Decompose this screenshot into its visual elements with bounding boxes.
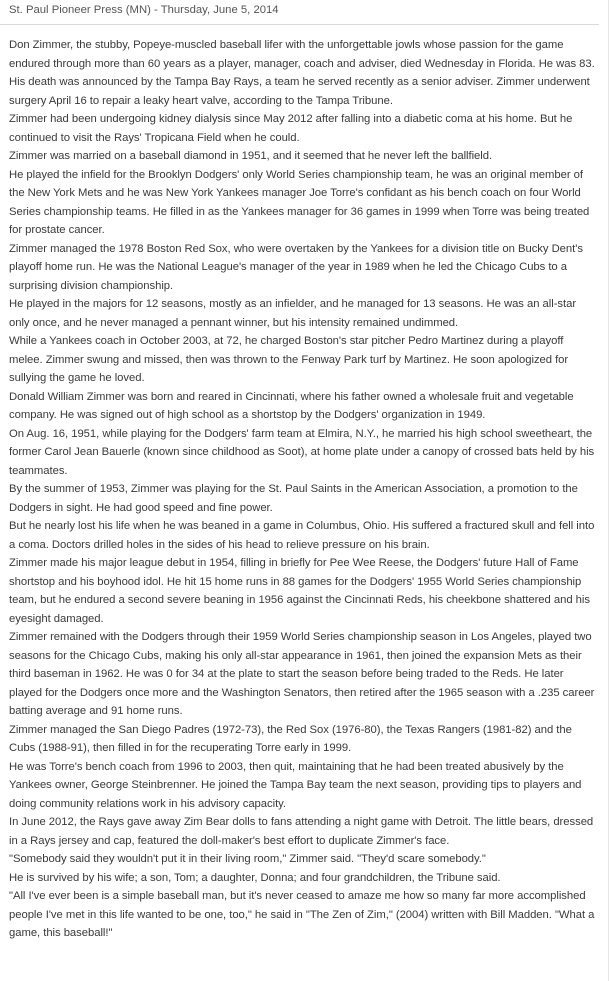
article-paragraph: "All I've ever been is a simple baseball man, but it's never ceased to amaze me how so many far more accomplished people I've met in this life wanted to be one, too," he said in "The Zen of Zim," (2004) written with Bill Madden. "What a game, this baseball!" (9, 890, 595, 939)
article-paragraph: Zimmer was married on a baseball diamond in 1951, and it seemed that he never left the ballfield. (9, 150, 493, 162)
article-paragraph: In June 2012, the Rays gave away Zim Bear dolls to fans attending a night game with Detroit. The little bears, dressed in a Rays jersey and cap, featured the doll-maker's best effort to duplicate Zimmer's face. (9, 816, 594, 847)
source-header (0, 0, 599, 25)
article-paragraph: Zimmer managed the San Diego Padres (1972-73), the Red Sox (1976-80), the Texas Rangers (1981-82) and the Cubs (1988-91), then filled in for the recuperating Torre early in 1999. (9, 723, 572, 754)
article-paragraph: Zimmer managed the 1978 Boston Red Sox, who were overtaken by the Yankees for a division title on Bucky Dent's playoff home run. He was the National League's manager of the year in 1989 when he led the Chicago Cubs to a surprising division championship. (9, 242, 583, 292)
article-paragraph: "Somebody said they wouldn't put it in their living room," Zimmer said. "They'd scare somebody." (9, 853, 486, 865)
article-paragraph: By the summer of 1953, Zimmer was playing for the St. Paul Saints in the American Association, a promotion to the Dodgers in sight. He had good speed and fine power. (9, 483, 578, 514)
article-paragraph: Zimmer made his major league debut in 1954, filling in briefly for Pee Wee Reese, the Dodgers' future Hall of Fame shortstop and his boyhood idol. He hit 15 home runs in 88 games for the Dodgers' 1955 World Series championship team, but he endured a second severe beaning in 1956 against the Cincinnati Reds, his cheekbone shattered and his eyesight damaged. (9, 557, 590, 625)
article-paragraph: While a Yankees coach in October 2003, at 72, he charged Boston's star pitcher Pedro Martinez during a playoff melee. Zimmer swung and missed, then was thrown to the Fenway Park turf by Martinez. He soon apologized for sullying the game he loved. (9, 335, 569, 384)
article-body (0, 25, 609, 943)
article-paragraph: Zimmer had been undergoing kidney dialysis since May 2012 after falling into a diabetic coma at his home. But he continued to visit the Rays' Tropicana Field when he could. (9, 113, 573, 144)
article-paragraph: He played in the majors for 12 seasons, mostly as an infielder, and he managed for 13 seasons. He was an all-star only once, and he never managed a pennant winner, but his intensity remained undimmed. (9, 298, 577, 329)
article-paragraph: Zimmer remained with the Dodgers through their 1959 World Series championship season in Los Angeles, played two seasons for the Chicago Cubs, making his only all-star appearance in 1961, then joined the expansion Mets as their third baseman in 1962. He was 0 for 34 at the plate to start the season before being traded to the Reds. He later played for the Dodgers once more and the Washington Senators, then retired after the 1965 season with a .235 career batting average and 91 home runs. (9, 631, 595, 717)
source-line: St. Paul Pioneer Press (MN) - Thursday, June 5, 2014 (9, 4, 279, 16)
article-paragraph: He played the infield for the Brooklyn Dodgers' only World Series championship team, he was an original member of the New York Mets and he was New York Yankees manager Joe Torre's confidant as his bench coach on four World Series championship teams. He filled in as the Yankees manager for 36 games in 1999 when Torre was being treated for prostate cancer. (9, 168, 590, 236)
article-paragraph: Don Zimmer, the stubby, Popeye-muscled baseball lifer with the unforgettable jowls whose passion for the game endured through more than 60 years as a player, manager, coach and adviser, died Wednesday in Florida. He was 83. (9, 39, 595, 70)
article-paragraph: He is survived by his wife; a son, Tom; a daughter, Donna; and four grandchildren, the Tribune said. (9, 871, 501, 884)
article-paragraph: His death was announced by the Tampa Bay Rays, a team he served recently as a senior adviser. Zimmer underwent surgery April 16 to repair a leaky heart valve, according to the Tampa Tribune. (9, 76, 590, 107)
article-paragraph: Donald William Zimmer was born and reared in Cincinnati, where his father owned a wholesale fruit and vegetable company. He was signed out of high school as a shortstop by the Dodgers' organization in 1949. (9, 390, 574, 421)
article-paragraph: He was Torre's bench coach from 1996 to 2003, then quit, maintaining that he had been treated abusively by the Yankees owner, George Steinbrenner. He joined the Tampa Bay team the next season, providing tips to players and doing community relations work in his advisory capacity. (9, 760, 582, 810)
article-paragraph: On Aug. 16, 1951, while playing for the Dodgers' farm team at Elmira, N.Y., he married his high school sweetheart, the former Carol Jean Bauerle (known since childhood as Soot), at home plate under a canopy of crossed bats held by his teammates. (9, 427, 595, 477)
article-paragraph: But he nearly lost his life when he was beaned in a game in Columbus, Ohio. His suffered a fractured skull and fell into a coma. Doctors drilled holes in the sides of his head to relieve pressure on his brain. (9, 520, 595, 551)
